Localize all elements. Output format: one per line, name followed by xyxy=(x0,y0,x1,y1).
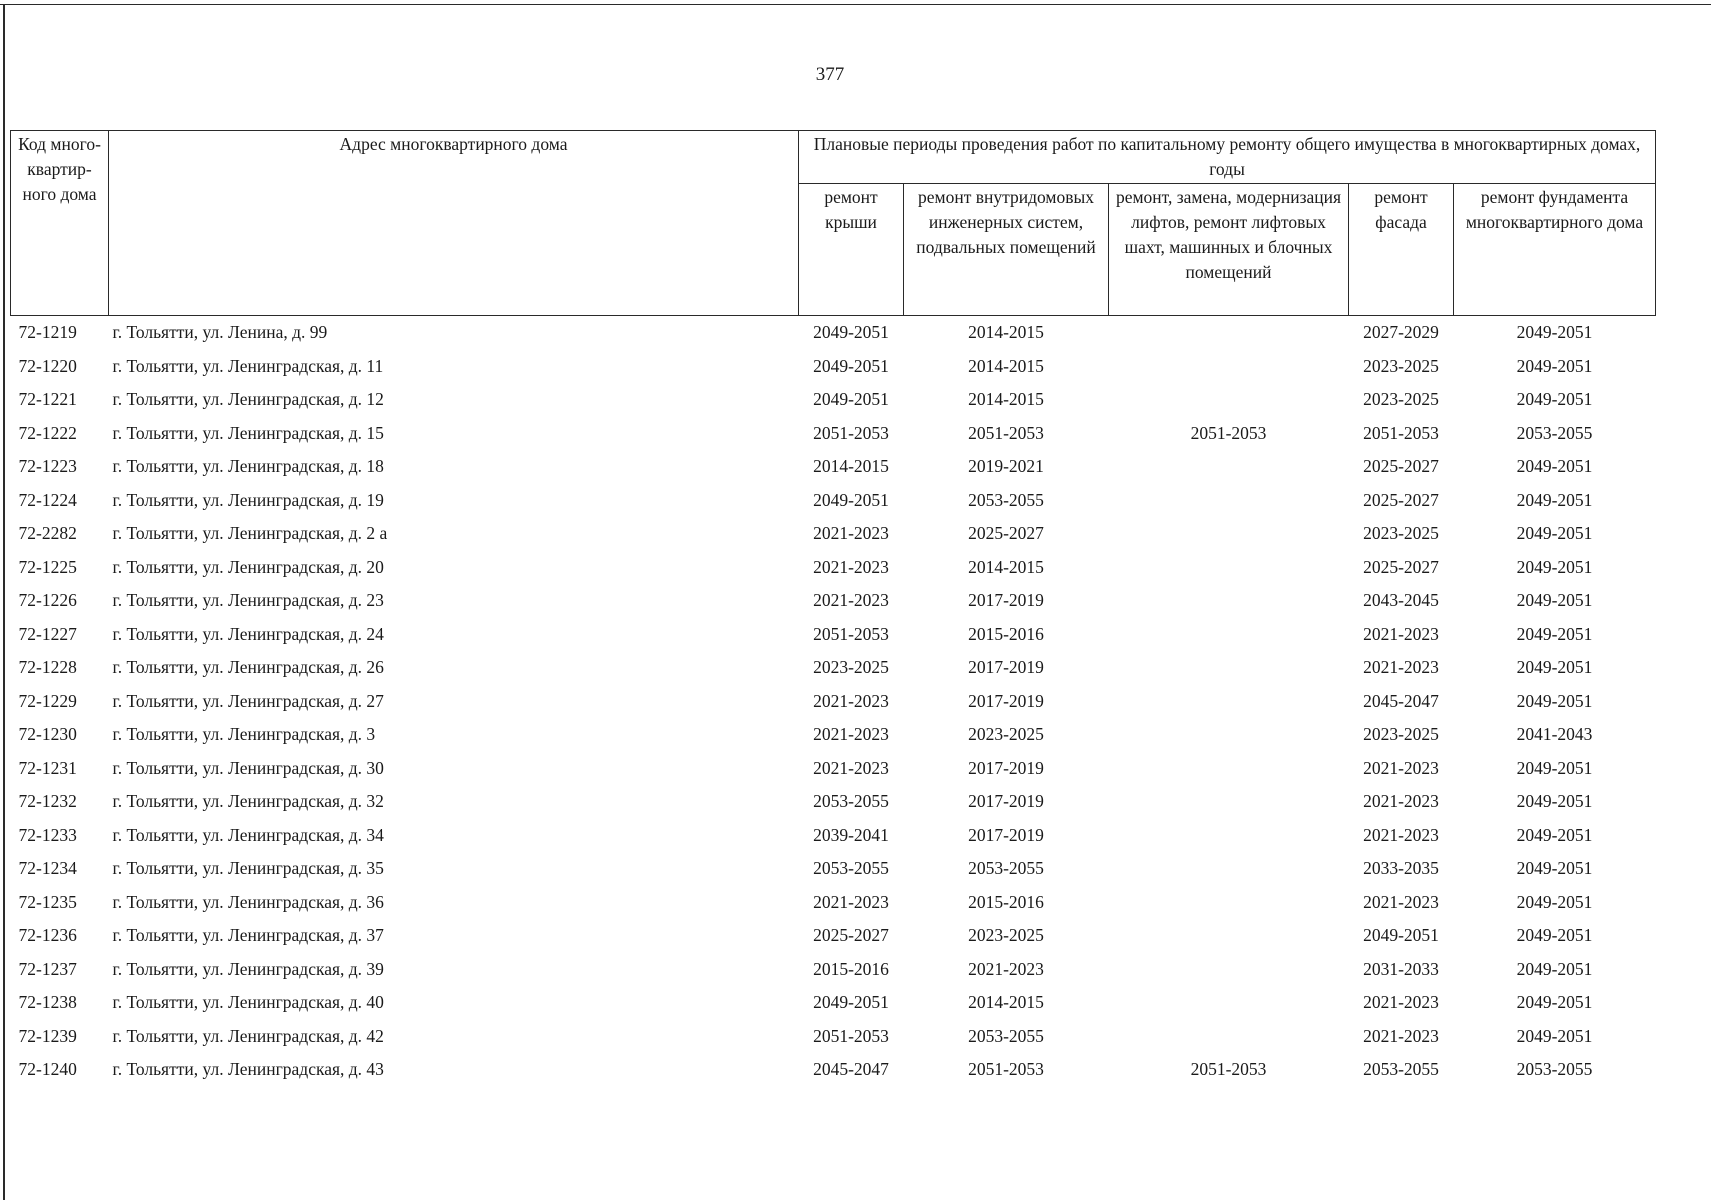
cell-systems: 2053-2055 xyxy=(968,858,1044,878)
cell-systems: 2053-2055 xyxy=(968,489,1044,510)
cell-address: г. Тольятти, ул. Ленинградская, д. 11 xyxy=(112,355,384,376)
cell-roof: 2051-2053 xyxy=(813,422,889,443)
cell-systems: 2017-2019 xyxy=(968,757,1044,778)
cell-systems: 2017-2019 xyxy=(968,824,1044,845)
cell-systems: 2021-2023 xyxy=(968,958,1044,979)
table-row xyxy=(11,819,1656,853)
cell-foundation: 2053-2055 xyxy=(1516,1059,1593,1079)
cell-roof: 2049-2051 xyxy=(813,389,889,409)
table-row xyxy=(11,785,1656,819)
cell-systems: 2014-2015 xyxy=(904,316,1109,350)
cell-code: 72-1238 xyxy=(18,992,77,1012)
cell-foundation: 2049-2051 xyxy=(1516,891,1593,912)
cell-lifts xyxy=(1109,1020,1349,1054)
cell-address: г. Тольятти, ул. Ленинградская, д. 32 xyxy=(112,791,384,811)
cell-address: г. Тольятти, ул. Ленинградская, д. 23 xyxy=(112,590,384,610)
cell-roof: 2015-2016 xyxy=(813,958,889,979)
cell-systems: 2014-2015 xyxy=(968,556,1044,577)
cell-facade: 2033-2035 xyxy=(1363,858,1439,878)
cell-facade: 2051-2053 xyxy=(1363,422,1439,443)
page-frame-left xyxy=(3,4,5,1200)
cell-facade: 2021-2023 xyxy=(1363,791,1439,811)
cell-roof: 2051-2053 xyxy=(813,1025,889,1046)
table-row xyxy=(11,551,1656,585)
cell-address: г. Тольятти, ул. Ленинградская, д. 36 xyxy=(112,891,384,912)
table-row xyxy=(11,986,1656,1020)
cell-foundation: 2049-2051 xyxy=(1516,590,1593,610)
cell-code: 72-1227 xyxy=(18,623,77,644)
cell-roof: 2014-2015 xyxy=(813,456,889,476)
cell-lifts xyxy=(1109,886,1349,920)
cell-foundation: 2049-2051 xyxy=(1516,858,1593,878)
cell-code: 72-1224 xyxy=(18,489,77,510)
cell-roof: 2021-2023 xyxy=(813,556,889,577)
cell-code: 72-1240 xyxy=(18,1059,77,1079)
cell-code: 72-1230 xyxy=(18,724,77,744)
cell-code: 72-1223 xyxy=(18,456,77,476)
cell-facade: 2021-2023 xyxy=(1363,891,1439,912)
cell-code: 72-1220 xyxy=(18,355,77,376)
cell-systems: 2015-2016 xyxy=(968,891,1044,912)
cell-lifts xyxy=(1109,450,1349,484)
cell-address: г. Тольятти, ул. Ленинградская, д. 12 xyxy=(112,389,384,409)
cell-address: г. Тольятти, ул. Ленинградская, д. 27 xyxy=(112,690,384,711)
table-row xyxy=(11,953,1656,987)
table-row xyxy=(11,1020,1656,1054)
cell-systems: 2051-2053 xyxy=(968,422,1044,443)
cell-foundation: 2049-2051 xyxy=(1516,523,1593,543)
cell-facade: 2023-2025 xyxy=(1363,724,1439,744)
cell-systems: 2051-2053 xyxy=(968,1059,1044,1079)
cell-systems: 2014-2015 xyxy=(968,992,1044,1012)
cell-address: г. Тольятти, ул. Ленинградская, д. 26 xyxy=(112,657,384,677)
cell-address: г. Тольятти, ул. Ленинградская, д. 40 xyxy=(112,992,384,1012)
cell-facade: 2021-2023 xyxy=(1363,623,1439,644)
table-row xyxy=(11,1053,1656,1087)
cell-lifts xyxy=(1109,819,1349,853)
cell-lifts xyxy=(1109,953,1349,987)
cell-foundation: 2049-2051 xyxy=(1516,389,1593,409)
header-facade: ремонт фасада xyxy=(1349,184,1454,316)
cell-facade: 2027-2029 xyxy=(1349,316,1454,350)
cell-systems: 2014-2015 xyxy=(968,355,1044,376)
cell-lifts xyxy=(1109,651,1349,685)
cell-facade: 2021-2023 xyxy=(1363,1025,1439,1046)
cell-systems: 2025-2027 xyxy=(968,523,1044,543)
cell-roof: 2049-2051 xyxy=(813,355,889,376)
cell-lifts xyxy=(1109,383,1349,417)
cell-code: 72-2282 xyxy=(18,523,77,543)
cell-foundation: 2049-2051 xyxy=(1516,623,1593,644)
cell-facade: 2025-2027 xyxy=(1363,456,1439,476)
header-address: Адрес многоквартирного дома xyxy=(109,131,799,316)
cell-foundation: 2049-2051 xyxy=(1454,316,1656,350)
cell-facade: 2021-2023 xyxy=(1363,992,1439,1012)
cell-lifts xyxy=(1109,316,1349,350)
cell-address: г. Тольятти, ул. Ленинградская, д. 37 xyxy=(112,925,384,945)
table-row xyxy=(11,484,1656,518)
cell-roof: 2051-2053 xyxy=(813,623,889,644)
cell-foundation: 2049-2051 xyxy=(1516,556,1593,577)
table-row xyxy=(11,517,1656,551)
header-periods: Плановые периоды проведения работ по капитальному ремонту общего имущества в многоквартирных домах, годы xyxy=(799,131,1656,184)
cell-foundation: 2049-2051 xyxy=(1516,824,1593,845)
header-roof: ремонт крыши xyxy=(799,184,904,316)
cell-roof: 2023-2025 xyxy=(813,657,889,677)
cell-facade: 2025-2027 xyxy=(1363,556,1439,577)
cell-foundation: 2049-2051 xyxy=(1516,757,1593,778)
cell-systems: 2023-2025 xyxy=(968,925,1044,945)
cell-lifts xyxy=(1109,517,1349,551)
cell-address: г. Тольятти, ул. Ленинградская, д. 3 xyxy=(112,724,376,744)
cell-code: 72-1228 xyxy=(18,657,77,677)
cell-address: г. Тольятти, ул. Ленинградская, д. 20 xyxy=(112,556,384,577)
cell-code: 72-1226 xyxy=(18,590,77,610)
table-row xyxy=(11,752,1656,786)
cell-systems: 2015-2016 xyxy=(968,623,1044,644)
cell-code: 72-1231 xyxy=(18,757,77,778)
cell-foundation: 2053-2055 xyxy=(1516,422,1593,443)
cell-lifts xyxy=(1109,551,1349,585)
header-systems: ремонт внутридомовых инженерных систем, подвальных помещений xyxy=(904,184,1109,316)
table-row xyxy=(11,383,1656,417)
cell-address: г. Тольятти, ул. Ленинградская, д. 43 xyxy=(112,1059,384,1079)
cell-lifts xyxy=(1109,785,1349,819)
cell-code: 72-1237 xyxy=(18,958,77,979)
cell-systems: 2053-2055 xyxy=(968,1025,1044,1046)
cell-code: 72-1236 xyxy=(18,925,77,945)
header-row-1 xyxy=(11,131,1656,184)
cell-lifts xyxy=(1109,618,1349,652)
cell-lifts xyxy=(1109,584,1349,618)
cell-facade: 2023-2025 xyxy=(1363,355,1439,376)
table-row xyxy=(11,651,1656,685)
cell-lifts xyxy=(1109,350,1349,384)
cell-systems: 2019-2021 xyxy=(968,456,1044,476)
cell-code: 72-1233 xyxy=(18,824,77,845)
cell-roof: 2025-2027 xyxy=(813,925,889,945)
cell-systems: 2017-2019 xyxy=(968,590,1044,610)
header-code: Код много-квартир-ного дома xyxy=(11,131,109,316)
cell-lifts: 2051-2053 xyxy=(1190,422,1267,443)
cell-roof: 2039-2041 xyxy=(813,824,889,845)
cell-address: г. Тольятти, ул. Ленинградская, д. 18 xyxy=(112,456,384,476)
cell-code: 72-1219 xyxy=(11,316,109,350)
cell-facade: 2045-2047 xyxy=(1363,690,1439,711)
cell-roof: 2049-2051 xyxy=(813,489,889,510)
repair-schedule-table xyxy=(10,130,1656,1087)
cell-lifts xyxy=(1109,986,1349,1020)
cell-address: г. Тольятти, ул. Ленинградская, д. 2 а xyxy=(112,523,388,543)
cell-roof: 2053-2055 xyxy=(813,791,889,811)
cell-roof: 2049-2051 xyxy=(813,992,889,1012)
table-row xyxy=(11,417,1656,451)
cell-foundation: 2049-2051 xyxy=(1516,791,1593,811)
cell-address: г. Тольятти, ул. Ленинградская, д. 30 xyxy=(112,757,384,778)
cell-lifts xyxy=(1109,752,1349,786)
cell-address: г. Тольятти, ул. Ленинградская, д. 35 xyxy=(112,858,384,878)
cell-facade: 2021-2023 xyxy=(1363,824,1439,845)
cell-code: 72-1229 xyxy=(18,690,77,711)
table-row xyxy=(11,685,1656,719)
cell-lifts xyxy=(1109,919,1349,953)
cell-roof: 2045-2047 xyxy=(813,1059,889,1079)
cell-lifts xyxy=(1109,852,1349,886)
cell-systems: 2017-2019 xyxy=(968,791,1044,811)
cell-code: 72-1221 xyxy=(18,389,77,409)
cell-roof: 2021-2023 xyxy=(813,724,889,744)
cell-roof: 2021-2023 xyxy=(813,690,889,711)
table-row xyxy=(11,450,1656,484)
cell-lifts xyxy=(1109,685,1349,719)
table-row xyxy=(11,316,1656,350)
cell-code: 72-1222 xyxy=(18,422,77,443)
cell-address: г. Тольятти, ул. Ленина, д. 99 xyxy=(109,316,799,350)
table-row xyxy=(11,350,1656,384)
cell-systems: 2017-2019 xyxy=(968,657,1044,677)
cell-address: г. Тольятти, ул. Ленинградская, д. 24 xyxy=(112,623,384,644)
cell-code: 72-1234 xyxy=(18,858,77,878)
cell-systems: 2014-2015 xyxy=(968,389,1044,409)
header-foundation: ремонт фундамента многоквартирного дома xyxy=(1454,184,1656,316)
cell-foundation: 2049-2051 xyxy=(1516,925,1593,945)
cell-foundation: 2049-2051 xyxy=(1516,690,1593,711)
table-row xyxy=(11,919,1656,953)
table-row xyxy=(11,618,1656,652)
cell-facade: 2021-2023 xyxy=(1363,757,1439,778)
header-lifts: ремонт, замена, модернизация лифтов, ремонт лифтовых шахт, машинных и блочных помещений xyxy=(1109,184,1349,316)
cell-foundation: 2049-2051 xyxy=(1516,657,1593,677)
cell-facade: 2049-2051 xyxy=(1363,925,1439,945)
cell-foundation: 2049-2051 xyxy=(1516,992,1593,1012)
cell-facade: 2023-2025 xyxy=(1363,389,1439,409)
cell-foundation: 2041-2043 xyxy=(1516,724,1593,744)
cell-lifts: 2051-2053 xyxy=(1190,1059,1267,1079)
cell-foundation: 2049-2051 xyxy=(1516,958,1593,979)
cell-foundation: 2049-2051 xyxy=(1516,456,1593,476)
page-number: 377 xyxy=(815,64,845,85)
cell-address: г. Тольятти, ул. Ленинградская, д. 15 xyxy=(112,422,384,443)
table-row xyxy=(11,718,1656,752)
cell-address: г. Тольятти, ул. Ленинградская, д. 34 xyxy=(112,824,384,845)
cell-foundation: 2049-2051 xyxy=(1516,1025,1593,1046)
cell-facade: 2021-2023 xyxy=(1363,657,1439,677)
cell-roof: 2021-2023 xyxy=(813,590,889,610)
cell-roof: 2021-2023 xyxy=(813,523,889,543)
cell-roof: 2053-2055 xyxy=(813,858,889,878)
cell-roof: 2021-2023 xyxy=(813,757,889,778)
cell-systems: 2017-2019 xyxy=(968,690,1044,711)
table-row xyxy=(11,852,1656,886)
cell-code: 72-1232 xyxy=(18,791,77,811)
cell-code: 72-1235 xyxy=(18,891,77,912)
cell-address: г. Тольятти, ул. Ленинградская, д. 39 xyxy=(112,958,384,979)
cell-facade: 2025-2027 xyxy=(1363,489,1439,510)
cell-address: г. Тольятти, ул. Ленинградская, д. 19 xyxy=(112,489,384,510)
cell-roof: 2049-2051 xyxy=(799,316,904,350)
cell-facade: 2053-2055 xyxy=(1363,1059,1439,1079)
table-row xyxy=(11,886,1656,920)
cell-address: г. Тольятти, ул. Ленинградская, д. 42 xyxy=(112,1025,384,1046)
cell-facade: 2043-2045 xyxy=(1363,590,1439,610)
table-body xyxy=(11,316,1656,1087)
cell-facade: 2023-2025 xyxy=(1363,523,1439,543)
page-frame-top xyxy=(0,4,1711,5)
table-row xyxy=(11,584,1656,618)
cell-foundation: 2049-2051 xyxy=(1516,355,1593,376)
cell-lifts xyxy=(1109,718,1349,752)
cell-code: 72-1225 xyxy=(18,556,77,577)
cell-foundation: 2049-2051 xyxy=(1516,489,1593,510)
cell-systems: 2023-2025 xyxy=(968,724,1044,744)
cell-code: 72-1239 xyxy=(18,1025,77,1046)
cell-lifts xyxy=(1109,484,1349,518)
cell-roof: 2021-2023 xyxy=(813,891,889,912)
cell-facade: 2031-2033 xyxy=(1363,958,1439,979)
